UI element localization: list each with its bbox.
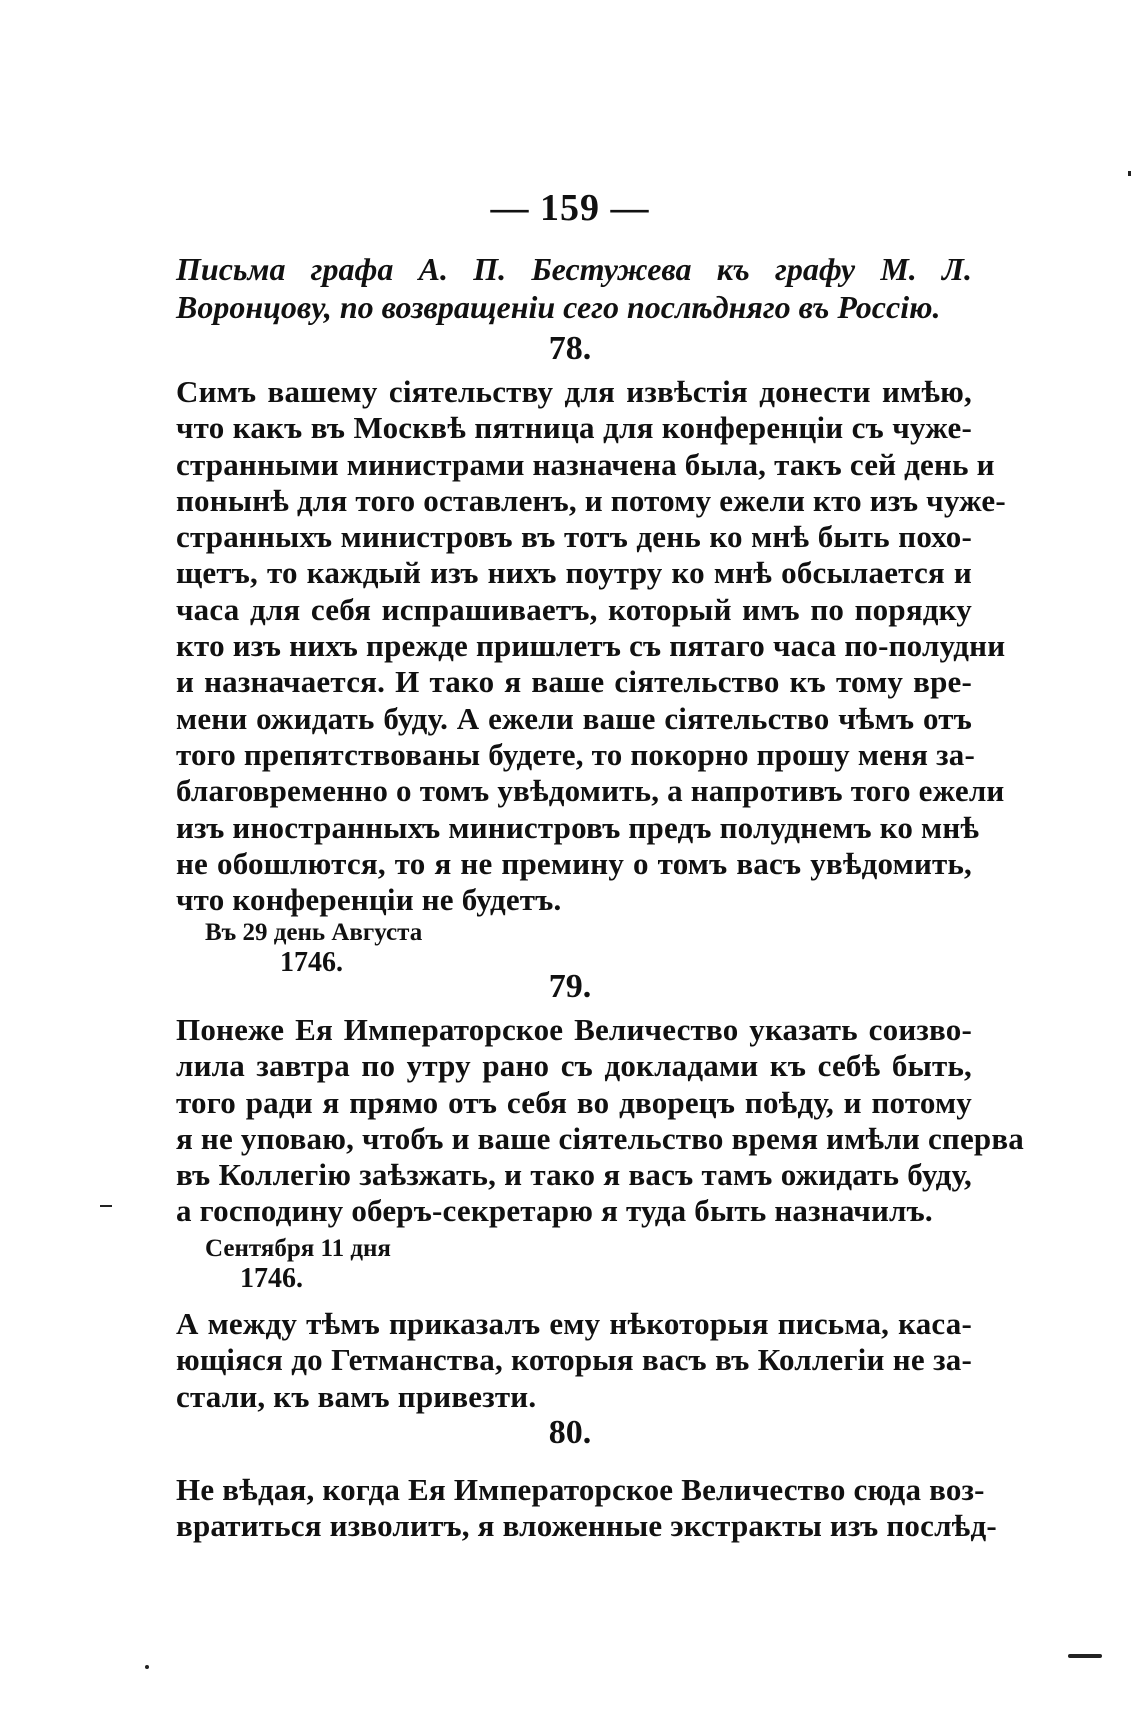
letter-80-body [176,1472,997,1545]
text-line: понынѣ для того оставленъ, и потому ежели кто изъ чуже- [176,482,1006,518]
letter-number-78: 78. [548,330,592,367]
text-line: щетъ, то каждый изъ нихъ поутру ко мнѣ обсылается и [176,555,972,591]
print-dot [1128,171,1131,176]
letter-79-body [176,1012,1025,1230]
date-year: 1746. [240,1263,303,1294]
text-line: Не вѣдая, когда Ея Императорское Величество сюда воз- [176,1472,985,1507]
print-smudge [1068,1654,1102,1658]
text-line: Понеже Ея Императорское Величество указать соизво- [176,1012,972,1047]
date-line: Сентября 11 дня [205,1235,391,1262]
page-number: — 159 — [490,187,650,229]
text-line: Симъ вашему сіятельству для извѣстія донести имѣю, [176,374,972,409]
date-line: Въ 29 день Августа [205,919,423,946]
section-heading: Письма графа А. П. Бестужева къ графу М. Л. Воронцову, по возвращеніи сего послѣдняго въ Россію. [176,251,972,325]
text-line: того препятствованы будете, то покорно прошу меня за- [176,736,975,772]
text-line: что какъ въ Москвѣ пятница для конференціи съ чуже- [176,410,972,446]
text-line: А между тѣмъ приказалъ ему нѣкоторыя письма, каса- [176,1306,972,1341]
text-line: мени ожидать буду. А ежели ваше сіятельство чѣмъ отъ [176,700,972,736]
text-line: а господину оберъ-секретарю я туда быть назначилъ. [176,1193,933,1229]
text-line: лила завтра по утру рано съ докладами къ себѣ быть, [176,1048,972,1084]
print-mark [100,1205,112,1207]
text-line: странныхъ министровъ въ тотъ день ко мнѣ быть похо- [176,519,972,555]
letter-78-body [176,374,1006,918]
text-line: вратиться изволитъ, я вложенные экстракты изъ послѣд- [176,1508,997,1544]
text-line: я не уповаю, чтобъ и ваше сіятельство время имѣли сперва [176,1120,1025,1156]
text-line: стали, къ вамъ привезти. [176,1378,537,1414]
text-line: не обошлются, то я не премину о томъ васъ увѣдомить, [176,845,972,881]
text-line: въ Коллегію заѣзжать, и тако я васъ тамъ ожидать буду, [176,1157,972,1193]
date-year: 1746. [280,947,343,978]
text-line: благовременно о томъ увѣдомить, а напротивъ того ежели [176,773,1005,809]
letter-number-80: 80. [548,1414,592,1451]
text-line: кто изъ нихъ прежде пришлетъ съ пятаго часа по-полудни [176,628,1006,664]
text-line: что конференціи не будетъ. [176,882,562,918]
letter-79-date [205,1234,391,1294]
text-line: того ради я прямо отъ себя во дворецъ поѣду, и потому [176,1084,972,1120]
print-dot [145,1665,149,1669]
text-line: часа для себя испрашиваетъ, который имъ по порядку [176,591,972,627]
letter-number-79: 79. [548,968,592,1005]
text-line: ющіяся до Гетманства, которыя васъ въ Коллегіи не за- [176,1342,972,1378]
text-line: странными министрами назначена была, такъ сей день и [176,446,995,482]
text-line: изъ иностранныхъ министровъ предъ полуднемъ ко мнѣ [176,809,980,845]
letter-79-postscript [176,1306,972,1415]
text-line: и назначается. И тако я ваше сіятельство къ тому вре- [176,664,972,700]
